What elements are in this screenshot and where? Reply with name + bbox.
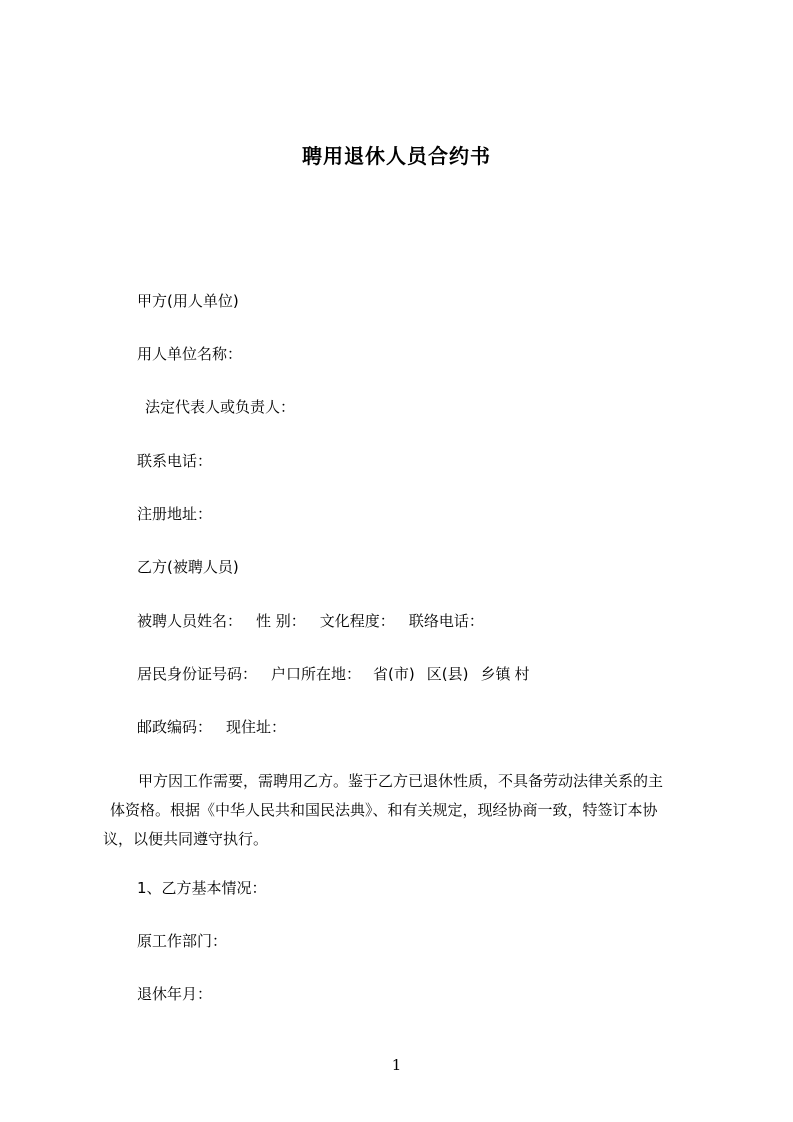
hukou-label: 户口所在地： xyxy=(271,665,362,683)
intro-line-1: 甲方因工作需要，需聘用乙方。鉴于乙方已退休性质，不具备劳动法律关系的主 xyxy=(138,772,664,790)
party-b-heading: 乙方(被聘人员) xyxy=(137,558,239,576)
party-b-id-line xyxy=(137,664,530,684)
intro-line-3: 议，以便共同遵守执行。 xyxy=(103,830,269,848)
party-a-phone-label: 联系电话： xyxy=(137,452,213,470)
employee-name-label: 被聘人员姓名： xyxy=(137,612,243,630)
section-1-heading: 1、乙方基本情况： xyxy=(137,879,267,897)
province-label: 省(市) xyxy=(373,665,415,683)
postcode-label: 邮政编码： xyxy=(137,718,213,736)
page-number: 1 xyxy=(391,1056,402,1074)
retirement-date-label: 退休年月： xyxy=(137,985,213,1003)
party-b-contact-label: 联络电话： xyxy=(408,612,484,630)
town-label: 乡镇 xyxy=(480,665,511,683)
party-a-heading: 甲方(用人单位) xyxy=(137,292,239,310)
intro-line-2: 体资格。根据《中华人民共和国民法典》、和有关规定，现经协商一致，特签订本协 xyxy=(110,801,658,819)
company-name-label: 用人单位名称： xyxy=(137,345,243,363)
intro-paragraph xyxy=(103,767,703,854)
document-title: 聘用退休人员合约书 xyxy=(302,144,491,168)
registered-address-label: 注册地址： xyxy=(137,505,213,523)
district-label: 区(县) xyxy=(426,665,469,683)
residence-label: 现住址： xyxy=(226,718,287,736)
legal-representative-label: 法定代表人或负责人： xyxy=(145,398,296,416)
id-number-label: 居民身份证号码： xyxy=(137,665,258,683)
party-b-address-line xyxy=(137,717,286,737)
original-department-label: 原工作部门： xyxy=(137,932,228,950)
education-label: 文化程度： xyxy=(319,612,395,630)
party-b-info-line xyxy=(137,611,484,631)
gender-label: 性 别： xyxy=(256,612,306,630)
village-label: 村 xyxy=(514,665,530,683)
